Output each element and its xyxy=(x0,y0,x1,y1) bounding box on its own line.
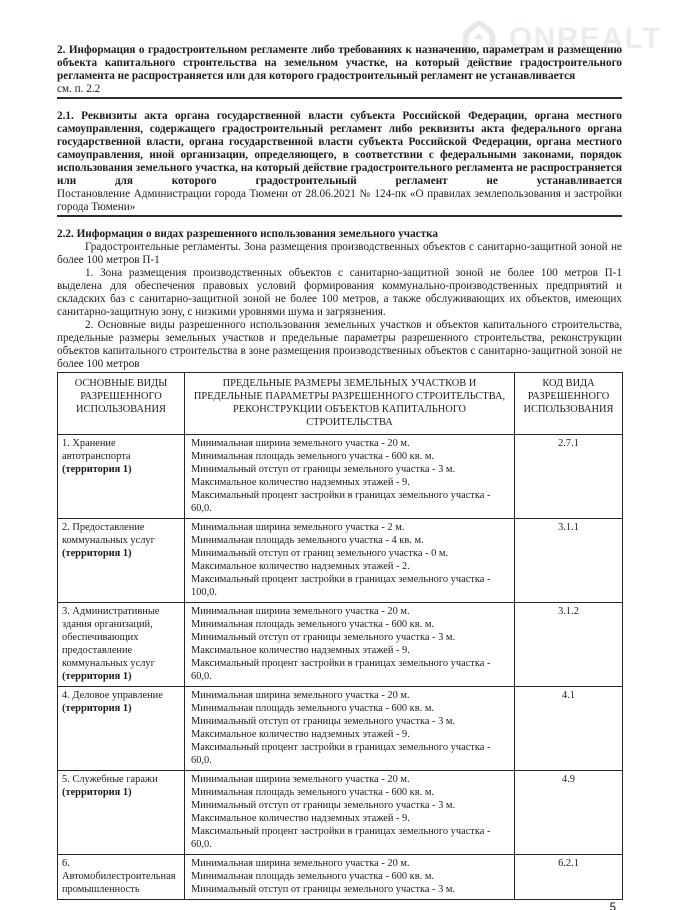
parameter-line: Минимальная ширина земельного участка - 20 м. xyxy=(191,858,410,869)
parameters-cell xyxy=(185,855,515,900)
use-type-cell xyxy=(58,603,185,687)
parameter-line: Максимальный процент застройки в границах земельного участка - 60,0. xyxy=(191,742,491,766)
use-code: 2.7.1 xyxy=(515,435,623,519)
parameter-line: Минимальная площадь земельного участка - 600 кв. м. xyxy=(191,619,435,630)
section-divider xyxy=(57,97,622,99)
table-row xyxy=(58,687,623,771)
use-type-cell xyxy=(58,687,185,771)
parameter-line: Минимальная площадь земельного участка - 600 кв. м. xyxy=(191,451,435,462)
section-2-heading: 2. Информация о градостроительном регламенте либо требованиях к назначению, параметрам и размещению объекта капитального строительства на земельном участке, на который действие градостроительного регламента не распространяется или для которого градостроительный регламент не устанавливается xyxy=(57,44,622,82)
header-use-code: КОД ВИДА РАЗРЕШЕННОГО ИСПОЛЬЗОВАНИЯ xyxy=(515,373,623,435)
section-2-reference: см. п. 2.2 xyxy=(57,83,101,95)
use-type-name: 3. Административные здания организаций, обеспечивающих предоставление коммунальных услуг xyxy=(62,606,160,669)
section-2-2-paragraph: 2. Основные виды разрешенного использования земельных участков и объектов капитального строительства, предельные размеры земельных участков и предельные параметры разрешенного строительства, реконструкции объектов капитального строительства в зоне размещения производственных объектов с санитарно-защитной зоной не более 100 метров xyxy=(57,319,622,370)
parameter-line: Максимальное количество надземных этажей - 9. xyxy=(191,477,410,488)
parameter-line: Минимальная площадь земельного участка - 600 кв. м. xyxy=(191,787,435,798)
parameter-line: Минимальная ширина земельного участка - 20 м. xyxy=(191,438,410,449)
use-code: 6.2.1 xyxy=(515,855,623,900)
use-type-name: 2. Предоставление коммунальных услуг xyxy=(62,522,155,546)
parameters-cell xyxy=(185,519,515,603)
use-code: 3.1.2 xyxy=(515,603,623,687)
permitted-use-table xyxy=(57,372,623,900)
parameter-line: Минимальная площадь земельного участка - 4 кв. м. xyxy=(191,535,424,546)
header-use-types: ОСНОВНЫЕ ВИДЫ РАЗРЕШЕННОГО ИСПОЛЬЗОВАНИЯ xyxy=(58,373,185,435)
parameter-line: Минимальный отступ от границ земельного участка - 0 м. xyxy=(191,548,449,559)
parameter-line: Максимальный процент застройки в границах земельного участка - 100,0. xyxy=(191,574,491,598)
section-2-1-heading: 2.1. Реквизиты акта органа государственной власти субъекта Российской Федерации, органа местного самоуправления, содержащего градостроительный регламент либо реквизиты акта федерального органа государственной власти, органа государственной власти субъекта Российской Федерации, органа местного самоуправления, иной организации, определяющего, в соответствии с федеральными законами, порядок использования земельного участка, на который действие градостроительного регламента не распространяется или для которого градостроительный регламент не устанавливается xyxy=(57,110,622,187)
page-number: 5 xyxy=(609,902,616,910)
parameters-cell xyxy=(185,603,515,687)
use-type-name: 4. Деловое управление xyxy=(62,690,163,701)
table-row xyxy=(58,771,623,855)
territory-label: (территория 1) xyxy=(62,787,132,798)
parameter-line: Максимальное количество надземных этажей - 9. xyxy=(191,645,410,656)
parameter-line: Минимальная ширина земельного участка - 20 м. xyxy=(191,690,410,701)
parameters-cell xyxy=(185,771,515,855)
parameter-line: Минимальная ширина земельного участка - 20 м. xyxy=(191,774,410,785)
table-row xyxy=(58,519,623,603)
use-type-name: 1. Хранение автотранспорта xyxy=(62,438,131,462)
section-divider xyxy=(57,215,622,217)
use-code: 4.1 xyxy=(515,687,623,771)
parameters-cell xyxy=(185,435,515,519)
parameter-line: Максимальное количество надземных этажей - 9. xyxy=(191,729,410,740)
use-code: 4.9 xyxy=(515,771,623,855)
territory-label: (территория 1) xyxy=(62,548,132,559)
parameter-line: Минимальный отступ от границы земельного участка - 3 м. xyxy=(191,464,456,475)
section-2-2-paragraph: Градостроительные регламенты. Зона размещения производственных объектов с санитарно-защитной зоной не более 100 метров П-1 xyxy=(57,241,622,266)
header-limit-parameters: ПРЕДЕЛЬНЫЕ РАЗМЕРЫ ЗЕМЕЛЬНЫХ УЧАСТКОВ И ПРЕДЕЛЬНЫЕ ПАРАМЕТРЫ РАЗРЕШЕННОГО СТРОИТЕЛЬСТВА, РЕКОНСТРУКЦИИ ОБЪЕКТОВ КАПИТАЛЬНОГО СТРОИТЕЛЬСТВА xyxy=(185,373,515,435)
parameters-cell xyxy=(185,687,515,771)
use-type-name: 5. Служебные гаражи xyxy=(62,774,158,785)
parameter-line: Минимальная площадь земельного участка - 600 кв. м. xyxy=(191,703,435,714)
parameter-line: Минимальный отступ от границы земельного участка - 3 м. xyxy=(191,800,456,811)
table-header-row xyxy=(58,373,623,435)
territory-label: (территория 1) xyxy=(62,703,132,714)
table-row xyxy=(58,855,623,900)
table-row xyxy=(58,603,623,687)
parameter-line: Максимальное количество надземных этажей - 9. xyxy=(191,813,410,824)
parameter-line: Минимальный отступ от границы земельного участка - 3 м. xyxy=(191,884,456,895)
watermark-brand-text: ONREALT xyxy=(508,22,662,55)
use-type-cell xyxy=(58,771,185,855)
use-type-name: 6. Автомобилестроительная промышленность xyxy=(62,858,176,895)
parameter-line: Минимальный отступ от границы земельного участка - 3 м. xyxy=(191,632,456,643)
use-type-cell xyxy=(58,855,185,900)
parameter-line: Минимальная ширина земельного участка - 20 м. xyxy=(191,606,410,617)
territory-label: (территория 1) xyxy=(62,671,132,682)
section-2-2-heading: 2.2. Информация о видах разрешенного использования земельного участка xyxy=(57,228,439,240)
parameter-line: Максимальный процент застройки в границах земельного участка - 60,0. xyxy=(191,658,491,682)
table-row xyxy=(58,435,623,519)
use-type-cell xyxy=(58,435,185,519)
parameter-line: Минимальная площадь земельного участка - 600 кв. м. xyxy=(191,871,435,882)
document-content xyxy=(57,44,622,910)
parameter-line: Минимальная ширина земельного участка - 2 м. xyxy=(191,522,405,533)
parameter-line: Максимальный процент застройки в границах земельного участка - 60,0. xyxy=(191,826,491,850)
section-2-1-body: Постановление Администрации города Тюмени от 28.06.2021 № 124-пк «О правилах землепользования и застройки города Тюмени» xyxy=(57,188,622,213)
territory-label: (территория 1) xyxy=(62,464,132,475)
use-code: 3.1.1 xyxy=(515,519,623,603)
parameter-line: Максимальный процент застройки в границах земельного участка - 60,0. xyxy=(191,490,491,514)
section-2-2-paragraph: 1. Зона размещения производственных объектов с санитарно-защитной зоной не более 100 метров П-1 выделена для обеспечения правовых условий формирования коммунально-производственных предприятий и складских баз с санитарно-защитной зоной не более 100 метров, а также обслуживающих их объектов, имеющих санитарно-защитную зону, с низкими уровнями шума и загрязнения. xyxy=(57,267,622,318)
parameter-line: Минимальный отступ от границы земельного участка - 3 м. xyxy=(191,716,456,727)
parameter-line: Максимальное количество надземных этажей - 2. xyxy=(191,561,410,572)
use-type-cell xyxy=(58,519,185,603)
